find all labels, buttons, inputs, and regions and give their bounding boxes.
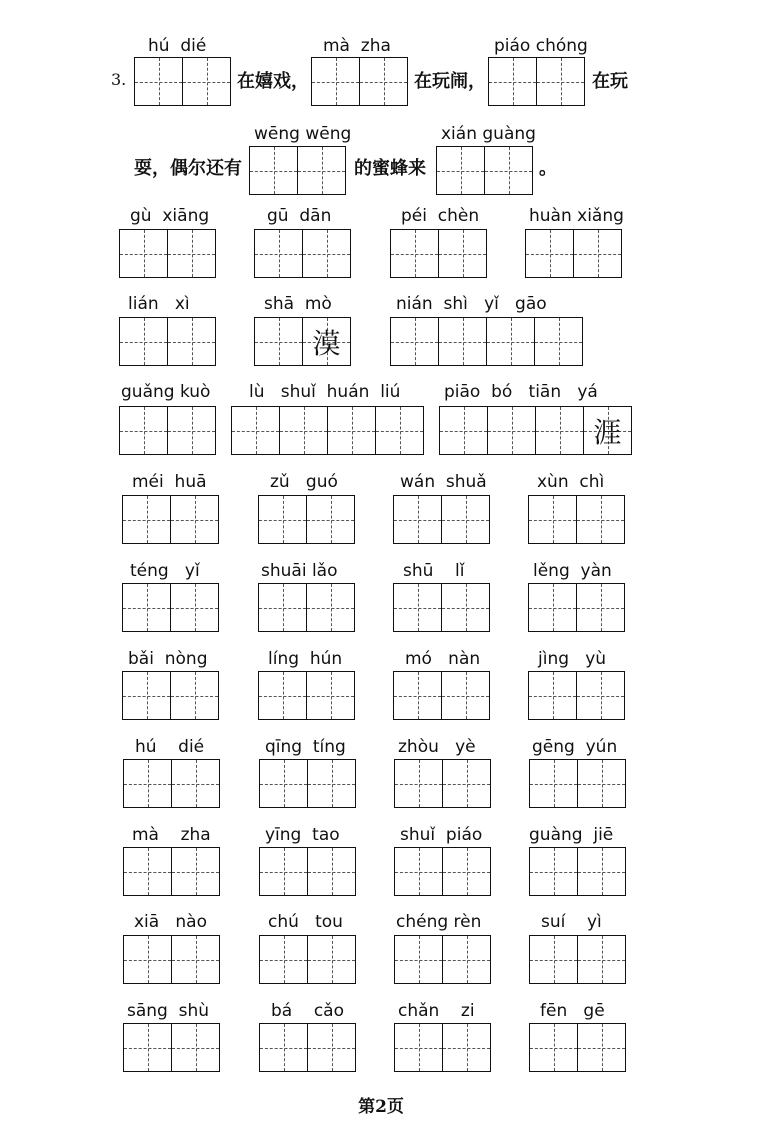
grid-cell[interactable] bbox=[171, 936, 219, 983]
grid-cell[interactable] bbox=[306, 584, 354, 631]
grid-cell[interactable] bbox=[577, 1024, 625, 1071]
pinyin-label: shū lǐ bbox=[403, 561, 465, 581]
grid-cell[interactable] bbox=[260, 936, 307, 983]
sentence-text: 在嬉戏， bbox=[237, 71, 309, 92]
writing-grid[interactable] bbox=[394, 1023, 491, 1072]
grid-cell[interactable] bbox=[123, 496, 170, 543]
pinyin-label: mà zha bbox=[323, 36, 391, 56]
writing-grid[interactable] bbox=[525, 229, 622, 278]
grid-cell[interactable] bbox=[327, 407, 375, 454]
pinyin-label: wán shuǎ bbox=[400, 472, 487, 492]
grid-cell[interactable] bbox=[171, 1024, 219, 1071]
grid-cell[interactable] bbox=[135, 58, 182, 105]
grid-cell[interactable] bbox=[391, 230, 438, 277]
grid-cell[interactable] bbox=[576, 496, 624, 543]
pinyin-label: mà zha bbox=[132, 825, 211, 845]
writing-grid[interactable] bbox=[394, 847, 491, 896]
grid-cell[interactable] bbox=[259, 584, 306, 631]
pinyin-label: shuǐ piáo bbox=[400, 825, 483, 845]
grid-cell[interactable] bbox=[279, 407, 327, 454]
sentence-text: 的蜜蜂来 bbox=[354, 158, 426, 179]
grid-cell[interactable] bbox=[395, 1024, 442, 1071]
writing-grid[interactable] bbox=[393, 495, 490, 544]
pinyin-label: bá cǎo bbox=[271, 1001, 344, 1021]
writing-grid[interactable] bbox=[259, 759, 356, 808]
grid-cell[interactable] bbox=[487, 407, 535, 454]
pinyin-label: yīng tao bbox=[265, 825, 340, 845]
grid-cell[interactable] bbox=[577, 848, 625, 895]
writing-grid[interactable] bbox=[259, 1023, 356, 1072]
pinyin-label: guàng jiē bbox=[529, 825, 614, 845]
grid-cell[interactable] bbox=[484, 147, 532, 194]
grid-cell[interactable] bbox=[375, 407, 423, 454]
pinyin-label: mó nàn bbox=[405, 649, 481, 669]
writing-grid[interactable] bbox=[529, 935, 626, 984]
grid-cell[interactable] bbox=[534, 318, 582, 365]
pinyin-label: chéng rèn bbox=[396, 912, 482, 932]
writing-grid[interactable] bbox=[254, 317, 351, 366]
grid-cell[interactable] bbox=[124, 936, 171, 983]
writing-grid[interactable] bbox=[528, 671, 625, 720]
grid-cell[interactable] bbox=[297, 147, 345, 194]
pinyin-label: nián shì yǐ gāo bbox=[396, 294, 547, 314]
grid-cell[interactable] bbox=[170, 672, 218, 719]
writing-grid[interactable] bbox=[123, 935, 220, 984]
grid-cell[interactable] bbox=[529, 584, 576, 631]
writing-grid[interactable] bbox=[488, 57, 585, 106]
pinyin-label: xián guàng bbox=[441, 124, 536, 144]
pinyin-label: huàn xiǎng bbox=[529, 206, 624, 226]
grid-cell[interactable] bbox=[395, 848, 442, 895]
grid-cell[interactable] bbox=[259, 496, 306, 543]
grid-cell[interactable] bbox=[438, 230, 486, 277]
grid-cell[interactable] bbox=[120, 407, 167, 454]
pinyin-label: hú dié bbox=[135, 737, 205, 757]
pinyin-label: shuāi lǎo bbox=[261, 561, 338, 581]
grid-cell[interactable] bbox=[535, 407, 583, 454]
pinyin-label: piáo chóng bbox=[494, 36, 588, 56]
pinyin-label: suí yì bbox=[541, 912, 602, 932]
filled-character: 漠 bbox=[312, 326, 341, 360]
writing-grid[interactable] bbox=[311, 57, 408, 106]
grid-cell[interactable] bbox=[489, 58, 536, 105]
writing-grid[interactable] bbox=[122, 583, 219, 632]
sentence-text: 耍，偶尔还有 bbox=[134, 158, 242, 179]
grid-cell[interactable] bbox=[530, 760, 577, 807]
pinyin-label: méi huā bbox=[132, 472, 207, 492]
grid-cell[interactable] bbox=[255, 318, 302, 365]
grid-cell[interactable] bbox=[441, 496, 489, 543]
grid-cell[interactable] bbox=[577, 760, 625, 807]
pinyin-label: líng hún bbox=[268, 649, 343, 669]
writing-grid[interactable] bbox=[258, 495, 355, 544]
writing-grid[interactable] bbox=[254, 229, 351, 278]
writing-grid[interactable] bbox=[123, 759, 220, 808]
grid-cell[interactable] bbox=[441, 672, 489, 719]
grid-cell[interactable] bbox=[307, 760, 355, 807]
grid-cell[interactable] bbox=[576, 584, 624, 631]
grid-cell[interactable] bbox=[395, 760, 442, 807]
grid-cell[interactable] bbox=[259, 672, 306, 719]
writing-grid[interactable] bbox=[122, 671, 219, 720]
sentence-text: 在玩闹， bbox=[414, 71, 486, 92]
grid-cell[interactable] bbox=[120, 318, 167, 365]
grid-cell[interactable] bbox=[255, 230, 302, 277]
grid-cell[interactable] bbox=[394, 672, 441, 719]
grid-cell[interactable] bbox=[260, 760, 307, 807]
grid-cell[interactable] bbox=[302, 318, 350, 365]
question-number: 3. bbox=[111, 70, 127, 89]
writing-grid[interactable] bbox=[134, 57, 231, 106]
pinyin-label: piāo bó tiān yá bbox=[444, 382, 598, 402]
writing-grid[interactable] bbox=[393, 671, 490, 720]
pinyin-label: chú tou bbox=[268, 912, 343, 932]
pinyin-label: zǔ guó bbox=[270, 472, 338, 492]
writing-grid[interactable] bbox=[394, 759, 491, 808]
grid-cell[interactable] bbox=[124, 760, 171, 807]
grid-cell[interactable] bbox=[526, 230, 573, 277]
grid-cell[interactable] bbox=[394, 584, 441, 631]
writing-grid[interactable] bbox=[231, 406, 424, 455]
grid-cell[interactable] bbox=[438, 318, 486, 365]
writing-grid[interactable] bbox=[394, 935, 491, 984]
grid-cell[interactable] bbox=[260, 848, 307, 895]
pinyin-label: gù xiāng bbox=[130, 206, 210, 226]
sentence-text: 在玩 bbox=[592, 71, 628, 92]
grid-cell[interactable] bbox=[124, 1024, 171, 1071]
grid-cell[interactable] bbox=[307, 1024, 355, 1071]
grid-cell[interactable] bbox=[306, 672, 354, 719]
writing-grid[interactable] bbox=[529, 1023, 626, 1072]
writing-grid[interactable] bbox=[528, 583, 625, 632]
writing-grid[interactable] bbox=[258, 671, 355, 720]
writing-grid[interactable] bbox=[528, 495, 625, 544]
grid-cell[interactable] bbox=[232, 407, 279, 454]
writing-grid[interactable] bbox=[258, 583, 355, 632]
grid-cell[interactable] bbox=[441, 584, 489, 631]
grid-cell[interactable] bbox=[440, 407, 487, 454]
grid-cell[interactable] bbox=[530, 936, 577, 983]
grid-cell[interactable] bbox=[124, 848, 171, 895]
grid-cell[interactable] bbox=[123, 584, 170, 631]
grid-cell[interactable] bbox=[442, 936, 490, 983]
pinyin-label: sāng shù bbox=[127, 1001, 210, 1021]
grid-cell[interactable] bbox=[167, 407, 215, 454]
grid-cell[interactable] bbox=[391, 318, 438, 365]
grid-cell[interactable] bbox=[306, 496, 354, 543]
writing-grid[interactable] bbox=[119, 229, 216, 278]
grid-cell[interactable] bbox=[486, 318, 534, 365]
grid-cell[interactable] bbox=[529, 672, 576, 719]
writing-grid[interactable] bbox=[259, 935, 356, 984]
writing-grid[interactable] bbox=[529, 847, 626, 896]
grid-cell[interactable] bbox=[530, 1024, 577, 1071]
writing-grid[interactable] bbox=[439, 406, 632, 455]
grid-cell[interactable] bbox=[307, 936, 355, 983]
grid-cell[interactable] bbox=[576, 672, 624, 719]
grid-cell[interactable] bbox=[250, 147, 297, 194]
grid-cell[interactable] bbox=[577, 936, 625, 983]
pinyin-label: wēng wēng bbox=[254, 124, 352, 144]
writing-grid[interactable] bbox=[122, 495, 219, 544]
pinyin-label: gū dān bbox=[267, 206, 332, 226]
pinyin-label: zhòu yè bbox=[398, 737, 476, 757]
pinyin-label: lù shuǐ huán liú bbox=[249, 382, 401, 402]
writing-grid[interactable] bbox=[119, 317, 216, 366]
grid-cell[interactable] bbox=[167, 230, 215, 277]
pinyin-label: xùn chì bbox=[537, 472, 605, 492]
pinyin-label: qīng tíng bbox=[265, 737, 346, 757]
pinyin-label: péi chèn bbox=[401, 206, 480, 226]
writing-grid[interactable] bbox=[259, 847, 356, 896]
pinyin-label: hú dié bbox=[148, 36, 207, 56]
grid-cell[interactable] bbox=[530, 848, 577, 895]
grid-cell[interactable] bbox=[167, 318, 215, 365]
pinyin-label: xiā nào bbox=[134, 912, 208, 932]
writing-grid[interactable] bbox=[123, 1023, 220, 1072]
grid-cell[interactable] bbox=[302, 230, 350, 277]
grid-cell[interactable] bbox=[123, 672, 170, 719]
pinyin-label: shā mò bbox=[264, 294, 332, 314]
pinyin-label: fēn gē bbox=[540, 1001, 605, 1021]
grid-cell[interactable] bbox=[395, 936, 442, 983]
pinyin-label: lián xì bbox=[128, 294, 190, 314]
sentence-text: 。 bbox=[539, 158, 557, 179]
pinyin-label: guǎng kuò bbox=[121, 382, 211, 402]
grid-cell[interactable] bbox=[170, 584, 218, 631]
pinyin-label: chǎn zi bbox=[398, 1001, 475, 1021]
grid-cell[interactable] bbox=[437, 147, 484, 194]
grid-cell[interactable] bbox=[359, 58, 407, 105]
pinyin-label: bǎi nòng bbox=[128, 649, 208, 669]
filled-character: 涯 bbox=[593, 415, 622, 449]
grid-cell[interactable] bbox=[442, 848, 490, 895]
writing-grid[interactable] bbox=[390, 317, 583, 366]
writing-grid[interactable] bbox=[529, 759, 626, 808]
grid-cell[interactable] bbox=[394, 496, 441, 543]
grid-cell[interactable] bbox=[442, 760, 490, 807]
grid-cell[interactable] bbox=[171, 848, 219, 895]
writing-grid[interactable] bbox=[119, 406, 216, 455]
grid-cell[interactable] bbox=[442, 1024, 490, 1071]
page-number: 第2页 bbox=[358, 1097, 404, 1117]
grid-cell[interactable] bbox=[529, 496, 576, 543]
grid-cell[interactable] bbox=[260, 1024, 307, 1071]
grid-cell[interactable] bbox=[120, 230, 167, 277]
writing-grid[interactable] bbox=[249, 146, 346, 195]
pinyin-label: gēng yún bbox=[532, 737, 618, 757]
grid-cell[interactable] bbox=[536, 58, 584, 105]
pinyin-label: téng yǐ bbox=[130, 561, 200, 581]
grid-cell[interactable] bbox=[171, 760, 219, 807]
writing-grid[interactable] bbox=[123, 847, 220, 896]
pinyin-label: lěng yàn bbox=[533, 561, 612, 581]
grid-cell[interactable] bbox=[170, 496, 218, 543]
pinyin-label: jìng yù bbox=[538, 649, 607, 669]
grid-cell[interactable] bbox=[583, 407, 631, 454]
grid-cell[interactable] bbox=[573, 230, 621, 277]
grid-cell[interactable] bbox=[182, 58, 230, 105]
writing-grid[interactable] bbox=[390, 229, 487, 278]
grid-cell[interactable] bbox=[307, 848, 355, 895]
writing-grid[interactable] bbox=[393, 583, 490, 632]
writing-grid[interactable] bbox=[436, 146, 533, 195]
grid-cell[interactable] bbox=[312, 58, 359, 105]
